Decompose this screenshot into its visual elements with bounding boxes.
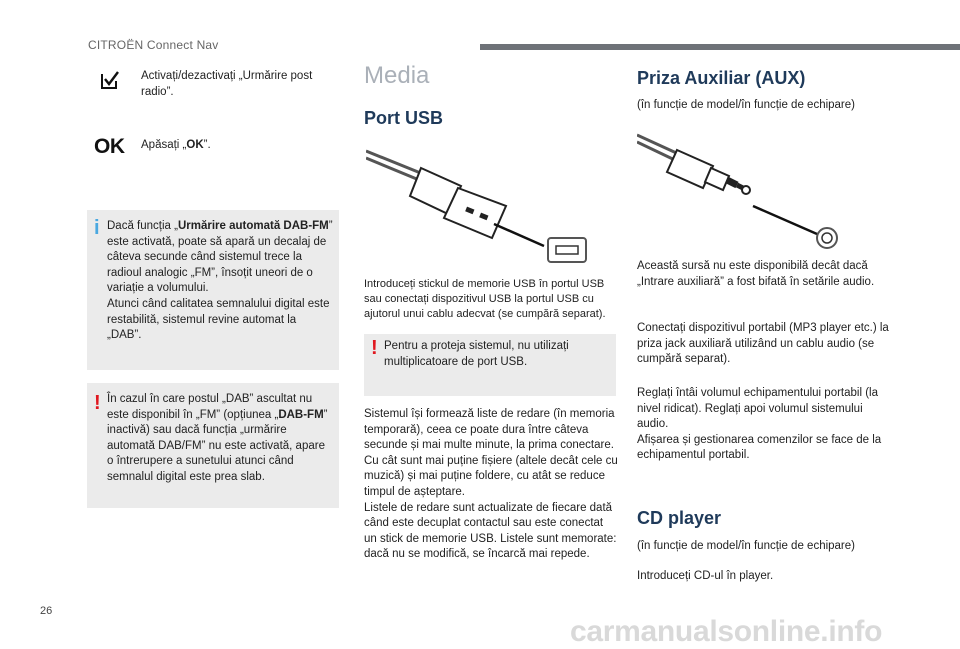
warning-note-left — [87, 383, 339, 508]
cd-title: CD player — [637, 508, 722, 528]
usb-title: Port USB — [364, 108, 444, 128]
info-icon: i — [94, 217, 100, 239]
usb-plug-icon — [366, 146, 590, 266]
header-title: CITROËN Connect Nav — [88, 38, 219, 52]
cd-subtitle: (în funcție de model/în funcție de echipare) — [637, 540, 855, 552]
warning-note-usb — [364, 334, 616, 396]
aux-jack-icon — [637, 130, 847, 250]
checkbox-toggle-icon — [100, 70, 120, 90]
warning-note-left-text: În cazul în care postul „DAB” ascultat nu este disponibil în „FM” (opțiunea „DAB-FM” inactivă) sau dacă funcția „urmărire automată DAB/FM” nu este activată, apare o întrerupere a sunetului atunci când semnalul digital este prea slab. — [107, 393, 328, 483]
aux-para2: Conectați dispozitivul portabil (MP3 player etc.) la priza jack auxiliară utilizând un cablu audio (se cumpără separat). — [637, 322, 889, 366]
info-note-text: Dacă funcția „Urmărire automată DAB-FM” este activată, poate să apară un decalaj de câteva secunde când sistemul trece la radioul analogic „FM”, însoțit uneori de o variație a volumului. Atunci când calitatea semnalului digital este restabilită, sistemul revine automat la „DAB”. — [107, 220, 333, 342]
aux-subtitle: (în funcție de model/în funcție de echipare) — [637, 99, 855, 111]
ok-icon: OK — [94, 135, 125, 158]
playlist-text: Sistemul își formează liste de redare (în memoria temporară), ceea ce poate dura între câteva secunde și mai multe minute, la prima conectare. Cu cât sunt mai puține fișiere (altele decât cele cu muzică) și mai puține foldere, cu atât se reduce timpul de așteptare. Listele de redare sunt actualizate de fiecare dată când este decuplat contactul sau este conectat un stick de memorie USB. Listele sunt memorate: dacă nu se modifică, se încarcă mai repede. — [364, 408, 618, 561]
info-note — [87, 210, 339, 370]
aux-para3: Reglați întâi volumul echipamentului portabil (la nivel ridicat). Reglați apoi volumul sistemului audio. Afișarea și gestionarea comenzilor se face de la echipamentul portabil. — [637, 387, 882, 462]
watermark: carmanualsonline.info — [570, 615, 883, 648]
aux-para1: Această sursă nu este disponibilă decât dacă „Intrare auxiliară” a fost bifată în setările audio. — [637, 260, 875, 288]
usb-instruction: Introduceți stickul de memorie USB în portul USB sau conectați dispozitivul USB la portul USB cu ajutorul unui cablu adecvat (se cumpără separat). — [364, 278, 606, 320]
warning-icon: ! — [94, 392, 101, 414]
header-bar — [480, 44, 960, 50]
toggle-instruction: Activați/dezactivați „Urmărire post radio”. — [141, 70, 313, 98]
warning-icon: ! — [371, 337, 378, 359]
ok-instruction: Apăsați „OK”. — [141, 139, 211, 151]
section-title-media: Media — [364, 62, 430, 89]
cd-instruction: Introduceți CD-ul în player. — [637, 570, 774, 582]
page-number: 26 — [40, 605, 53, 617]
warning-note-usb-text: Pentru a proteja sistemul, nu utilizați multiplicatoare de port USB. — [384, 340, 569, 368]
aux-title: Priza Auxiliar (AUX) — [637, 68, 806, 88]
